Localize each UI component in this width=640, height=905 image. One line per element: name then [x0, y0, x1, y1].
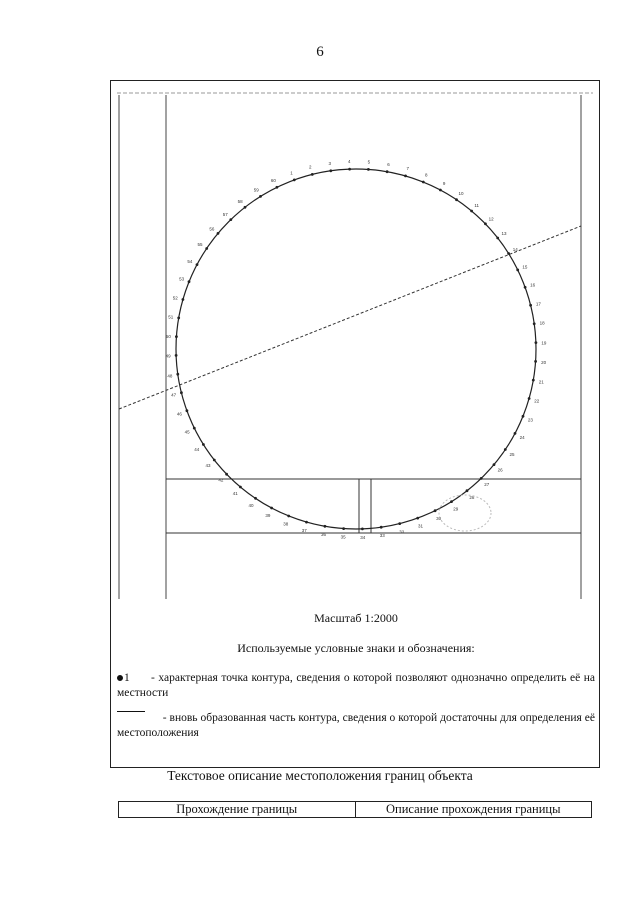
contour-point-marker: [259, 195, 262, 198]
contour-point-marker: [239, 486, 242, 489]
contour-point-label: 36: [320, 532, 327, 538]
contour-point-label: 55: [197, 242, 203, 247]
contour-point-marker: [422, 181, 425, 184]
contour-point-marker: [532, 379, 535, 382]
boundary-table: [118, 801, 592, 818]
contour-point-label: 48: [167, 373, 173, 379]
contour-point-label: 33: [379, 533, 385, 539]
contour-point-label: 5: [367, 159, 371, 165]
boundary-map: [111, 81, 599, 601]
table-header-cell: Описание прохождения границы: [355, 802, 592, 817]
contour-point-label: 41: [232, 491, 238, 497]
contour-point-label: 2: [309, 164, 312, 170]
contour-point-label: 9: [442, 180, 446, 186]
contour-point-marker: [434, 509, 437, 512]
legend-title: Используемые условные знаки и обозначения:: [237, 641, 475, 655]
contour-point-marker: [416, 517, 419, 520]
section-title: Текстовое описание местоположения границ объекта: [167, 768, 473, 783]
line-symbol-icon: [117, 711, 145, 712]
contour-point-marker: [311, 173, 314, 176]
legend-line-row: [117, 711, 595, 741]
contour-point-marker: [225, 473, 228, 476]
contour-point-marker: [507, 252, 510, 255]
contour-point-label: 21: [538, 379, 544, 385]
contour-point-marker: [175, 335, 178, 338]
contour-point-marker: [516, 269, 519, 272]
contour-point-label: 13: [501, 231, 507, 237]
contour-point-label: 1: [290, 170, 293, 176]
contour-point-label: 20: [541, 359, 547, 365]
contour-point-marker: [324, 525, 327, 528]
contour-point-label: 39: [265, 513, 271, 519]
contour-point-label: 10: [458, 191, 464, 196]
contour-point-label: 58: [237, 199, 243, 204]
contour-point-marker: [287, 515, 290, 518]
contour-point-marker: [329, 169, 332, 172]
point-symbol-number: 1: [124, 672, 130, 684]
contour-point-marker: [213, 459, 216, 462]
contour-point-label: 46: [176, 411, 182, 417]
contour-point-label: 28: [469, 495, 475, 500]
contour-point-marker: [217, 232, 220, 235]
contour-point-label: 16: [530, 282, 536, 288]
contour-point-label: 53: [179, 276, 185, 282]
contour-point-label: 11: [474, 202, 480, 208]
contour-point-label: 26: [497, 467, 503, 473]
contour-point-marker: [293, 179, 296, 182]
contour-point-marker: [367, 168, 370, 171]
contour-point-marker: [177, 317, 180, 320]
contour-point-label: 24: [519, 435, 525, 441]
contour-point-label: 52: [172, 295, 178, 301]
contour-point-marker: [522, 415, 525, 418]
contour-point-label: 3: [328, 160, 331, 166]
contour-point-marker: [534, 360, 537, 363]
contour-point-marker: [186, 409, 189, 412]
contour-point-marker: [496, 237, 499, 240]
contour-point-marker: [229, 218, 232, 221]
contour-point-label: 17: [535, 301, 541, 307]
contour-point-marker: [529, 304, 532, 307]
contour-point-marker: [524, 286, 527, 289]
contour-point-label: 37: [301, 527, 307, 533]
contour-point-marker: [276, 186, 279, 189]
contour-point-label: 19: [541, 340, 547, 346]
contour-point-marker: [450, 500, 453, 503]
contour-point-marker: [455, 198, 458, 201]
contour-point-label: 27: [484, 482, 490, 488]
scale-label: Масштаб 1:2000: [314, 611, 398, 625]
contour-point-marker: [176, 373, 179, 376]
contour-point-marker: [533, 322, 536, 325]
contour-points: [166, 159, 547, 540]
contour-point-marker: [480, 477, 483, 480]
contour-point-label: 40: [248, 503, 254, 508]
contour-point-label: 30: [436, 515, 442, 521]
contour-point-marker: [254, 497, 257, 500]
contour-point-marker: [270, 507, 273, 510]
contour-point-label: 6: [387, 161, 390, 167]
contour-point-label: 32: [399, 529, 405, 535]
contour-point-marker: [398, 522, 401, 525]
contour-point-marker: [493, 463, 496, 466]
contour-point-label: 4: [348, 159, 351, 165]
contour-point-label: 23: [527, 417, 533, 423]
contour-point-marker: [202, 443, 205, 446]
contour-point-marker: [196, 263, 199, 266]
contour-point-marker: [244, 206, 247, 209]
contour-point-marker: [193, 427, 196, 430]
contour-point-label: 8: [425, 172, 428, 178]
contour-point-label: 44: [194, 446, 200, 452]
contour-point-label: 31: [417, 523, 424, 529]
contour-point-marker: [182, 298, 185, 301]
contour-point-marker: [348, 168, 351, 171]
map-frame: [110, 80, 600, 768]
faint-stamp: [439, 495, 491, 531]
contour-point-label: 49: [165, 353, 171, 359]
contour-point-marker: [514, 432, 517, 435]
contour-point-marker: [504, 448, 507, 451]
contour-point-label: 12: [488, 216, 494, 222]
legend-line-text: - вновь образованная часть контура, сведения о которой достаточны для определения её местоположения: [117, 712, 596, 739]
contour-point-label: 57: [222, 211, 228, 217]
contour-point-label: 22: [534, 398, 540, 404]
contour-point-marker: [404, 175, 407, 178]
page-number: 6: [316, 44, 324, 60]
legend-point-row: [117, 671, 595, 701]
contour-point-label: 35: [340, 534, 346, 540]
table-header-cell: Прохождение границы: [176, 802, 298, 816]
contour-point-marker: [386, 170, 389, 173]
contour-point-label: 38: [283, 521, 289, 527]
contour-circle: [176, 169, 536, 529]
contour-point-label: 54: [187, 258, 193, 264]
contour-point-label: 50: [165, 334, 171, 340]
point-symbol-icon: [117, 675, 123, 681]
contour-point-marker: [180, 391, 183, 394]
contour-point-label: 45: [184, 429, 190, 435]
contour-point-marker: [175, 354, 178, 357]
contour-point-marker: [342, 527, 345, 530]
contour-point-marker: [528, 397, 531, 400]
contour-point-label: 18: [539, 320, 545, 326]
contour-point-marker: [535, 341, 538, 344]
contour-point-marker: [205, 247, 208, 250]
contour-point-marker: [305, 521, 308, 524]
contour-point-marker: [188, 280, 191, 283]
legend-point-text: - характерная точка контура, сведения о которой позволяют однозначно определить её на местности: [117, 672, 596, 699]
contour-point-marker: [466, 489, 469, 492]
contour-point-marker: [439, 189, 442, 192]
contour-point-marker: [380, 526, 383, 529]
contour-point-label: 29: [453, 506, 459, 512]
contour-point-marker: [484, 222, 487, 225]
contour-point-label: 14: [512, 247, 518, 253]
contour-point-label: 47: [171, 392, 177, 398]
contour-point-label: 34: [360, 534, 366, 540]
dashed-crossing-line: [119, 226, 581, 409]
contour-point-label: 51: [168, 314, 174, 320]
contour-point-label: 15: [522, 264, 528, 270]
contour-point-marker: [470, 210, 473, 213]
contour-point-label: 7: [406, 166, 409, 172]
contour-point-label: 56: [209, 226, 215, 232]
contour-point-label: 43: [205, 462, 211, 468]
contour-point-label: 59: [253, 187, 259, 193]
contour-point-marker: [361, 528, 364, 531]
contour-point-label: 25: [509, 452, 515, 457]
contour-point-label: 60: [270, 178, 276, 184]
contour-point-label: 42: [218, 477, 224, 483]
